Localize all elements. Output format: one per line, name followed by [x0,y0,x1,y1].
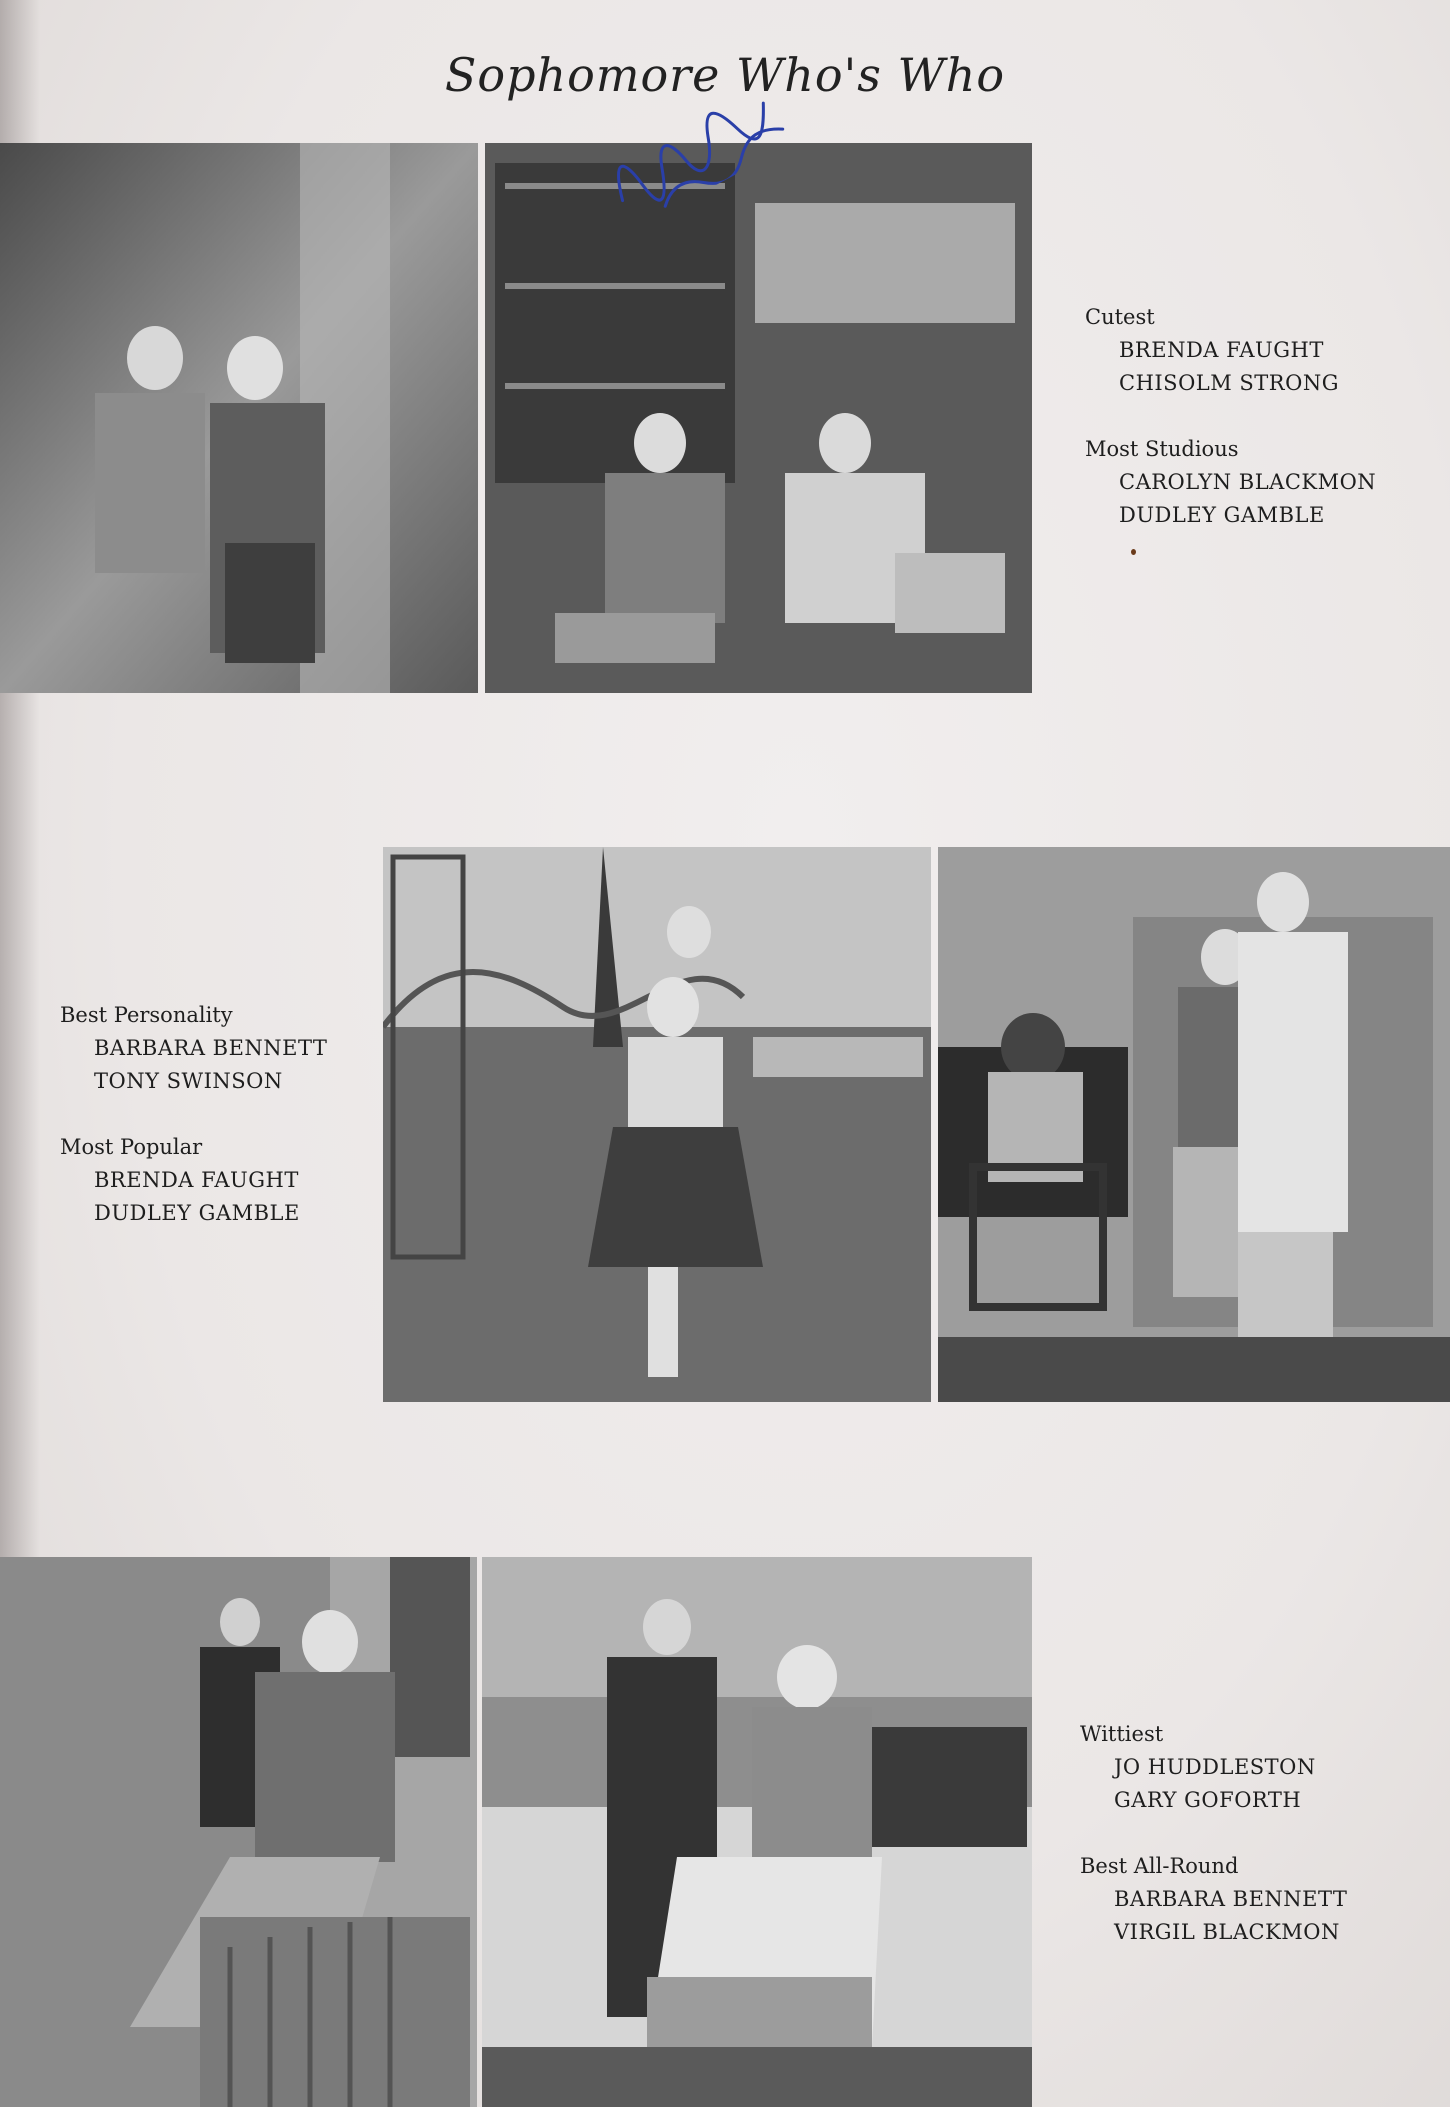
award-title: Most Studious [1085,437,1239,461]
award-name: VIRGIL BLACKMON [1114,1920,1340,1944]
award-name: BRENDA FAUGHT [1119,338,1324,362]
photo-best-all-round [482,1557,1032,2107]
photo-cutest [0,143,478,693]
award-name: DUDLEY GAMBLE [1119,503,1325,527]
award-name: BARBARA BENNETT [1114,1887,1348,1911]
award-title: Best Personality [60,1003,233,1027]
award-name: GARY GOFORTH [1114,1788,1302,1812]
caption-section-2 [60,998,327,1230]
award-title: Cutest [1085,305,1155,329]
photo-best-personality [383,847,931,1402]
photo-most-studious [485,143,1032,693]
award-name: CAROLYN BLACKMON [1119,470,1377,494]
caption-section-1 [1085,300,1376,532]
ink-dot [1131,549,1136,555]
award-title: Wittiest [1080,1722,1164,1746]
award-name: TONY SWINSON [94,1069,283,1093]
award-title: Best All-Round [1080,1854,1239,1878]
photo-most-popular [938,847,1450,1402]
award-title: Most Popular [60,1135,203,1159]
photo-wittiest [0,1557,477,2107]
caption-section-3 [1080,1717,1347,1949]
award-name: BARBARA BENNETT [94,1036,328,1060]
award-name: BRENDA FAUGHT [94,1168,299,1192]
award-name: JO HUDDLESTON [1114,1755,1316,1779]
award-name: DUDLEY GAMBLE [94,1201,300,1225]
page-title: Sophomore Who's Who [444,48,1006,102]
award-name: CHISOLM STRONG [1119,371,1339,395]
